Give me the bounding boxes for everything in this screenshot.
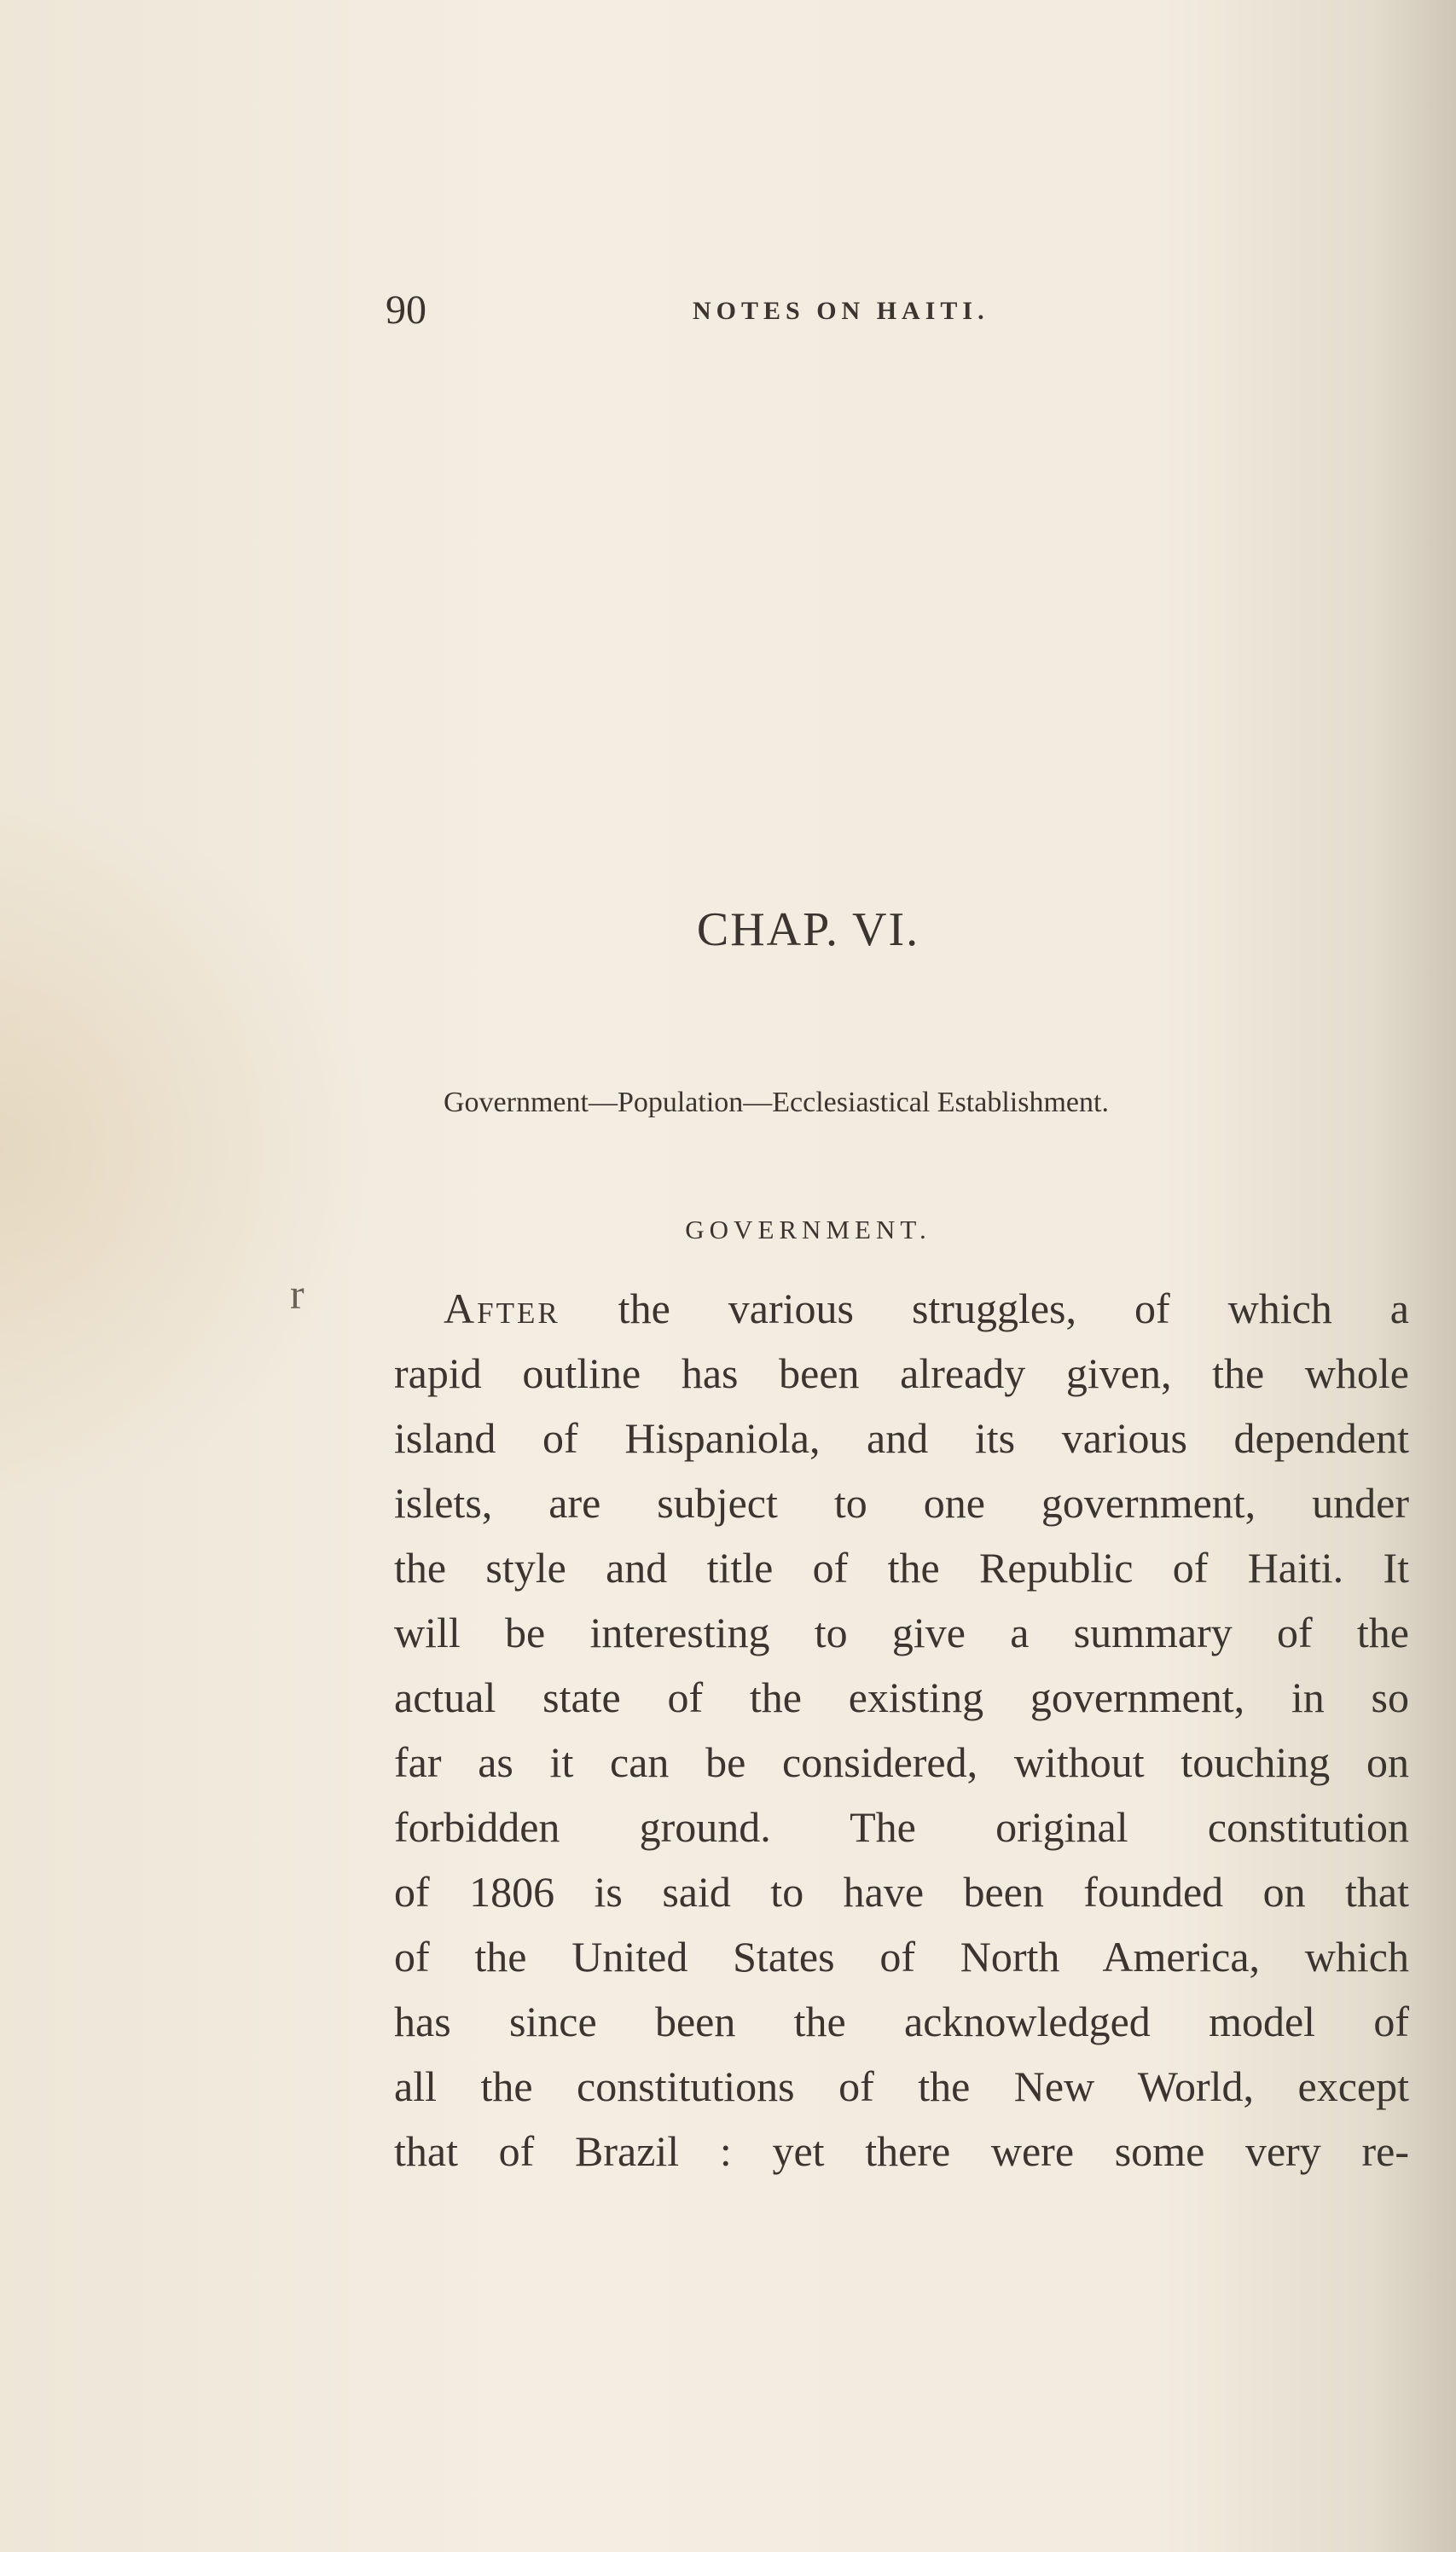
text-line xyxy=(394,1276,1409,1341)
chapter-subtitle: Government—Population—Ecclesiastical Establishment. xyxy=(444,1087,1109,1118)
text-line: the style and title of the Republic of Haiti. It xyxy=(394,1544,1409,1592)
page-number: 90 xyxy=(386,287,426,333)
text-line: forbidden ground. The original constitution xyxy=(394,1803,1409,1851)
text-line: actual state of the existing government, in so xyxy=(394,1673,1409,1721)
text-line: islets, are subject to one government, under xyxy=(394,1479,1409,1527)
running-head xyxy=(386,287,1409,338)
body-paragraph xyxy=(394,1276,1409,2184)
text-line: of the United States of North America, which xyxy=(394,1933,1409,1981)
chapter-heading: CHAP. VI. xyxy=(696,903,920,956)
text-line: has since been the acknowledged model of xyxy=(394,1998,1409,2045)
text-line: of 1806 is said to have been founded on that xyxy=(394,1868,1409,1916)
margin-annotation: r xyxy=(290,1270,305,1318)
text-line: will be interesting to give a summary of the xyxy=(394,1609,1409,1656)
section-heading: GOVERNMENT. xyxy=(685,1215,931,1244)
text-line-rest: the various struggles, of which a xyxy=(560,1285,1409,1332)
initial-word: After xyxy=(444,1285,560,1332)
text-line: all the constitutions of the New World, except xyxy=(394,2062,1409,2110)
text-line: rapid outline has been already given, the whole xyxy=(394,1349,1409,1397)
text-line: that of Brazil : yet there were some very re- xyxy=(394,2127,1409,2175)
text-line: island of Hispaniola, and its various dependent xyxy=(394,1414,1409,1462)
running-title: NOTES ON HAITI. xyxy=(693,297,989,325)
text-line: far as it can be considered, without touching on xyxy=(394,1738,1409,1786)
